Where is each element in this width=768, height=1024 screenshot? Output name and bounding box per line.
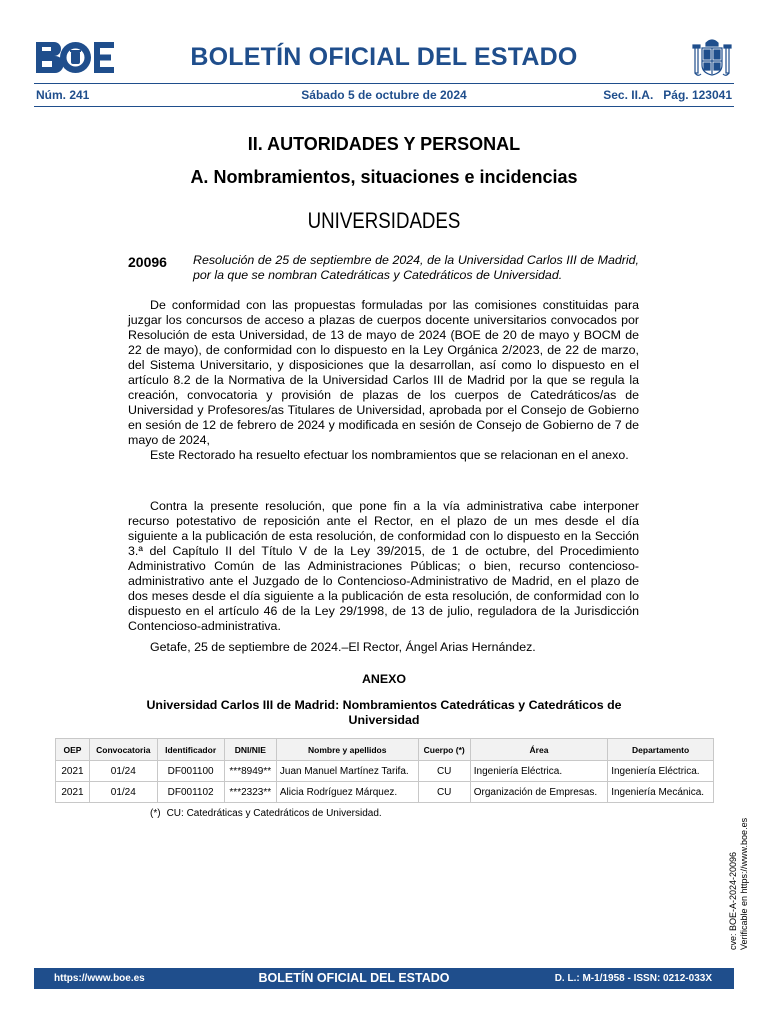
table-cell: CU <box>418 761 470 782</box>
footnote-text: CU: Catedráticas y Catedráticos de Universidad. <box>166 808 382 819</box>
resolution-title: Resolución de 25 de septiembre de 2024, de la Universidad Carlos III de Madrid, por la que se nombran Catedráticas y Catedráticos de Universidad. <box>193 253 639 282</box>
annex-heading: ANEXO <box>361 672 407 686</box>
table-cell: 2021 <box>56 782 90 803</box>
section-heading: II. AUTORIDADES Y PERSONAL <box>247 134 521 154</box>
column-header: Identificador <box>157 739 224 761</box>
header-meta <box>36 88 732 104</box>
table-cell: Organización de Empresas. <box>470 782 607 803</box>
bulletin-title: BOLETÍN OFICIAL DEL ESTADO <box>190 43 578 71</box>
footer-bar <box>34 968 734 989</box>
column-header: Departamento <box>608 739 714 761</box>
verification-code <box>728 810 750 950</box>
table-cell: Alicia Rodríguez Márquez. <box>276 782 418 803</box>
table-header-row <box>56 739 714 761</box>
footer-url-link[interactable]: https://www.boe.es <box>54 973 145 984</box>
subsection-heading: A. Nombramientos, situaciones e incidencias <box>190 167 578 187</box>
cve-text: cve: BOE-A-2024-20096 <box>728 851 738 950</box>
signature-paragraph: Getafe, 25 de septiembre de 2024.–El Rector, Ángel Arias Hernández. <box>150 640 536 654</box>
spain-coat-of-arms-icon <box>690 37 734 79</box>
header-rule-bottom <box>34 106 734 107</box>
footer-legal: D. L.: M-1/1958 - ISSN: 0212-033X <box>554 973 712 984</box>
body-block-1 <box>128 298 639 463</box>
table-row <box>56 761 714 782</box>
organization-heading: UNIVERSIDADES <box>307 208 461 233</box>
table-cell: ***8949** <box>224 761 276 782</box>
appointments-table <box>55 738 714 803</box>
table-cell: 01/24 <box>89 782 157 803</box>
column-header: Cuerpo (*) <box>418 739 470 761</box>
table-cell: 01/24 <box>89 761 157 782</box>
footnote-mark: (*) <box>150 808 161 819</box>
table-cell: DF001100 <box>157 761 224 782</box>
footer-title: BOLETÍN OFICIAL DEL ESTADO <box>258 971 450 985</box>
table-cell: Ingeniería Eléctrica. <box>470 761 607 782</box>
column-header: Nombre y apellidos <box>276 739 418 761</box>
table-cell: Ingeniería Mecánica. <box>608 782 714 803</box>
body-block-3 <box>128 640 639 655</box>
section-page: Sec. II.A. Pág. 123041 <box>603 88 732 102</box>
column-header: Convocatoria <box>89 739 157 761</box>
paragraph-3: Contra la presente resolución, que pone fin a la vía administrativa cabe interponer recurso potestativo de reposición ante el Rector, en el plazo de un mes desde el día siguiente a la publicación de esta resolución, de conformidad con lo dispuesto en la Sección 3.ª del Capítulo II del Título V de la Ley 39/2015, de 1 de octubre, del Procedimiento Administrativo Común de las Administraciones Públicas; o bien, recurso contencioso-administrativo ante el Juzgado de lo Contencioso-Administrativo de Madrid, en el plazo de dos meses desde el día siguiente a la publicación de esta resolución, de conformidad con lo dispuesto en el artículo 46 de la Ley 29/1998, de 13 de julio, reguladora de la Jurisdicción Contencioso-administrativa. <box>128 499 639 633</box>
issue-date: Sábado 5 de octubre de 2024 <box>301 88 467 102</box>
verify-link[interactable]: Verificable en https://www.boe.es <box>739 817 749 950</box>
table-row <box>56 782 714 803</box>
table-cell: ***2323** <box>224 782 276 803</box>
table-cell: DF001102 <box>157 782 224 803</box>
header-rule <box>34 83 734 84</box>
column-header: Área <box>470 739 607 761</box>
table-cell: Ingeniería Eléctrica. <box>608 761 714 782</box>
table-cell: CU <box>418 782 470 803</box>
column-header: OEP <box>56 739 90 761</box>
issue-number: Núm. 241 <box>36 88 90 102</box>
table-cell: 2021 <box>56 761 90 782</box>
table-footnote <box>150 808 382 819</box>
column-header: DNI/NIE <box>224 739 276 761</box>
body-block-2 <box>128 499 639 634</box>
paragraph-2: Este Rectorado ha resuelto efectuar los nombramientos que se relacionan en el anexo. <box>150 448 629 462</box>
table-cell: Juan Manuel Martínez Tarifa. <box>276 761 418 782</box>
paragraph-1: De conformidad con las propuestas formuladas por las comisiones constituidas para juzgar los concursos de acceso a plazas de cuerpos docente universitarios convocados por Resolución de esta Universidad, de 13 de mayo de 2024 (BOE de 20 de mayo y BOCM de 22 de mayo), de conformidad con lo dispuesto en la Ley Orgánica 2/2023, de 22 de marzo, del Sistema Universitario, y disposiciones que la desarrollan, así como lo dispuesto en el artículo 8.2 de la Normativa de la Universidad Carlos III de Madrid por la que se regula la creación, convocatoria y provisión de plazas de los cuerpos de Catedráticos/as de Universidad y Profesores/as Titulares de Universidad, aprobada por el Consejo de Gobierno en sesión de 12 de febrero de 2024 y modificada en sesión de Consejo de Gobierno de 7 de mayo de 2024, <box>128 298 639 447</box>
resolution-number: 20096 <box>128 254 167 270</box>
annex-table-title: Universidad Carlos III de Madrid: Nombramientos Catedráticas y Catedráticos de Universidad <box>146 698 622 727</box>
